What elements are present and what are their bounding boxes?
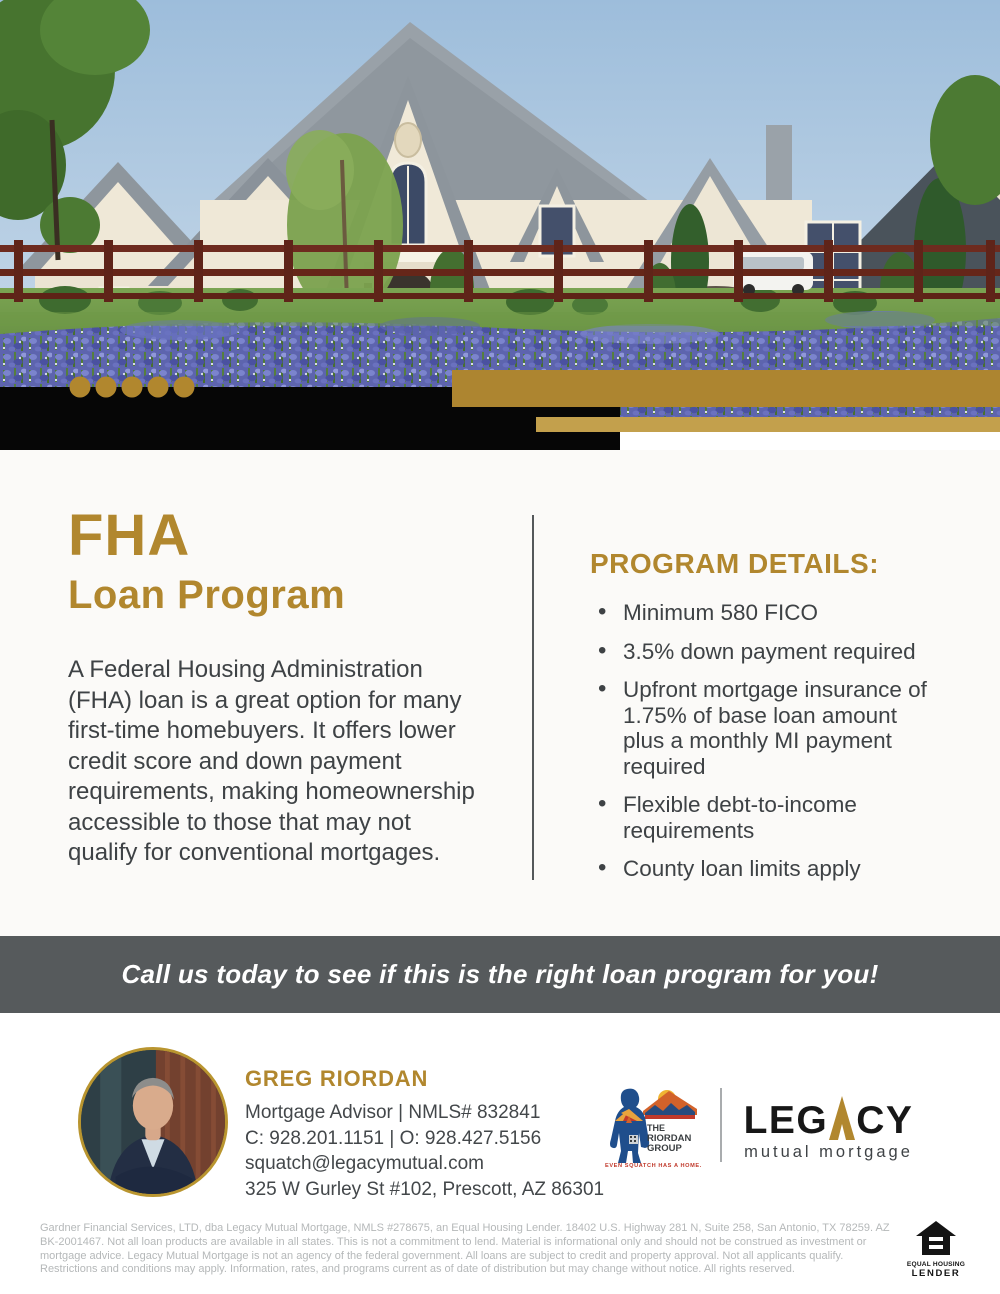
svg-text:RIORDAN: RIORDAN — [647, 1133, 692, 1144]
program-description: A Federal Housing Administration (FHA) loan is a great option for many first-time homebuyers. It offers lower credit score and down payment requirements, making homeownership accessible to those that may not qualify for conventional mortgages. — [68, 656, 475, 866]
advisor-address: 325 W Gurley St #102, Prescott, AZ 86301 — [245, 1178, 605, 1200]
advisor-name: GREG RIORDAN — [245, 1066, 429, 1091]
riordan-group-logo — [605, 1083, 705, 1169]
legacy-wordmark-start: LEG — [743, 1099, 829, 1142]
advisor-contact-block — [245, 1066, 604, 1202]
program-title-sub: Loan Program — [68, 572, 346, 617]
program-detail-item: • County loan limits apply — [590, 856, 940, 882]
legal-disclaimer: Gardner Financial Services, LTD, dba Legacy Mutual Mortgage, NMLS #278675, an Equal Housing Lender. 18402 U.S. Highway 281 N, Suite 258, San Antonio, TX 78259. AZ BK-2001467. Not all loan products are available in all states. This is not a commitment to lend. Material is informational only and should not be construed as investment or mortgage advice. Legacy Mutual Mortgage is not an agency of the federal government. All loans are subject to credit and property approval. Not all applicants qualify. Restrictions and conditions may apply. Information, rates, and programs current as of date of distribution but may change without notice. All rights reserved. — [40, 1222, 890, 1276]
program-detail-item: • Upfront mortgage insurance of 1.75% of base loan amount plus a monthly MI payment required — [590, 677, 940, 779]
equal-housing-lender-mark — [905, 1221, 967, 1279]
legacy-wordmark-end: CY — [856, 1099, 914, 1142]
svg-text:GROUP: GROUP — [647, 1143, 682, 1154]
legacy-wordmark — [736, 1096, 921, 1140]
legacy-gold-a-icon — [829, 1096, 855, 1140]
advisor-email: squatch@legacymutual.com — [245, 1153, 484, 1174]
advisor-title-nmls: Mortgage Advisor | NMLS# 832841 — [245, 1102, 541, 1123]
hero-photo — [0, 0, 1000, 450]
program-detail-item: • Minimum 580 FICO — [590, 600, 940, 626]
logo-divider — [720, 1088, 722, 1162]
svg-text:THE: THE — [647, 1123, 665, 1133]
legacy-subtitle: mutual mortgage — [744, 1143, 913, 1161]
program-details-heading: PROGRAM DETAILS: — [590, 548, 880, 579]
house-scene-illustration — [0, 0, 1000, 450]
program-title — [68, 503, 346, 618]
svg-text:EVEN SQUATCH HAS A HOME.: EVEN SQUATCH HAS A HOME. — [605, 1163, 702, 1169]
gold-bar-thin — [536, 417, 1000, 432]
riordan-group-logo-icon — [605, 1083, 705, 1169]
legacy-mutual-logo — [736, 1096, 921, 1162]
program-title-acronym: FHA — [68, 503, 191, 568]
cta-text: Call us today to see if this is the right loan program for you! — [121, 959, 879, 989]
program-detail-item: • 3.5% down payment required — [590, 639, 940, 665]
advisor-portrait-illustration — [81, 1050, 225, 1194]
advisor-headshot — [78, 1047, 228, 1197]
column-divider — [532, 515, 534, 880]
ehl-text-line2: LENDER — [911, 1268, 961, 1279]
ehl-text-line1: EQUAL HOUSING — [906, 1261, 966, 1268]
program-details-list — [590, 600, 940, 882]
advisor-phones: C: 928.201.1151 | O: 928.427.5156 — [245, 1127, 542, 1149]
gold-bar — [452, 370, 1000, 407]
program-detail-item: • Flexible debt-to-income requirements — [590, 792, 940, 843]
cta-band — [0, 936, 1000, 1013]
program-details-section — [590, 548, 940, 895]
equal-housing-icon — [916, 1221, 956, 1255]
